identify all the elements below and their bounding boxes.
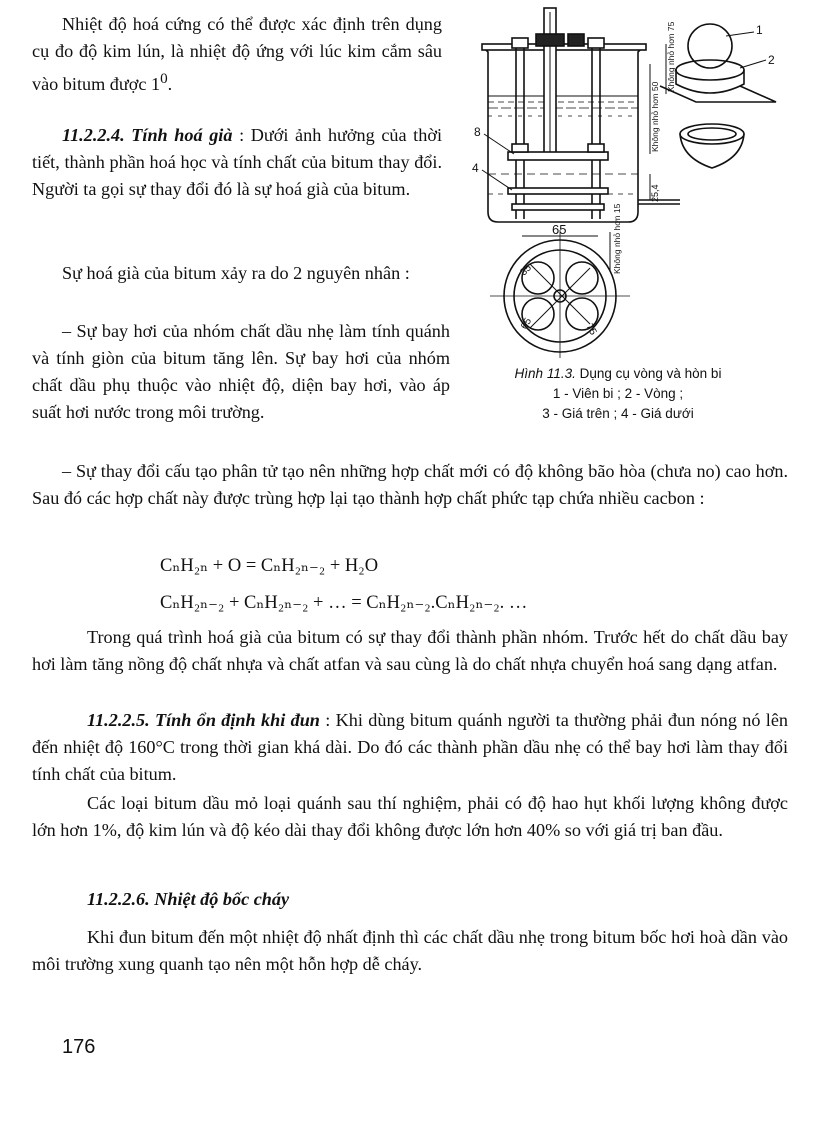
paragraph-hardening-temperature: Nhiệt độ hoá cứng có thể được xác định trên dụng cụ đo độ kim lún, là nhiệt độ ứng với lúc kim cắm sâu vào bitum được $1^0$. [32,14,442,95]
figure-dim-75: Không nhỏ hơn 75 [666,21,676,92]
paragraph-molecular-change: – Sự thay đổi cấu tạo phân tử tạo nên những hợp chất mới có độ không bão hòa (chưa no) cao hơn. Sau đó các hợp chất này được trùng hợp lại tạo thành hợp chất phức tạp chứa nhiều cacbon : [32,461,788,508]
figure-label-4: 4 [472,161,479,175]
heading-aging: 11.2.2.4. Tính hoá già [62,125,233,145]
paragraph-group-change: Trong quá trình hoá già của bitum có sự thay đổi thành phần nhóm. Trước hết do chất dầu bay hơi làm tăng nồng độ chất nhựa và chất atfan và sau cùng là do chất nhựa chuyển hoá sang dạng atfan. [32,627,788,674]
equation-2: CₙH₂ₙ₋₂ + CₙH₂ₙ₋₂ + … = CₙH₂ₙ₋₂.CₙH₂ₙ₋₂. … [160,593,528,613]
figure-caption-title: Hình 11.3. [514,366,576,381]
paragraph-heating-stability: 11.2.2.5. Tính ổn định khi đun : Khi dùng bitum quánh người ta thường phải đun nóng nó lên đến nhiệt độ 160°C trong thời gian khá dài. Do đó các thành phần dầu nhẹ có thể bay hơi làm thay đổi tính chất của bitum. [32,710,789,784]
heading-flash-point-wrap [32,886,788,913]
figure-dim-50: Không nhỏ hơn 50 [650,81,660,152]
paragraph-evaporation: – Sự bay hơi của nhóm chất dầu nhẹ làm tính quánh và tính giòn của bitum tăng lên. Sự bay hơi của nhóm chất dầu phụ thuộc vào nhiệt độ, diện bay hơi, vào áp suất hơi nước trong môi trường. [32,321,450,422]
figure-label-1: 1 [756,23,763,37]
paragraph-aging-causes: Sự hoá già của bitum xảy ra do 2 nguyên nhân : [62,263,410,283]
figure-dim-65: 65 [552,222,567,237]
figure-dim-75b: 75 [583,322,599,338]
paragraph-flash-point: Khi đun bitum đến một nhiệt độ nhất định thì các chất dầu nhẹ trong bitum bốc hơi hoà dần vào môi trường xung quanh tạo nên một hỗn hợp dễ cháy. [32,927,788,974]
figure-dim-25-4: 25,4 [650,184,660,202]
heading-flash-point: 11.2.2.6. Nhiệt độ bốc cháy [87,889,290,909]
figure-label-2: 2 [768,53,775,67]
page-number: 176 [62,1036,96,1058]
figure-dim-15: Không nhỏ hơn 15 [612,203,622,274]
equation-1: CₙH₂ₙ + O = CₙH₂ₙ₋₂ + H₂O [160,556,379,576]
figure-dim-65b: 65 [519,316,535,332]
figure-label-8: 8 [474,125,481,139]
figure-caption: Hình 11.3. Dụng cụ vòng và hòn bi 1 - Viên bi ; 2 - Vòng ; 3 - Giá trên ; 4 - Giá dưới [514,366,722,421]
heading-heating-stability: 11.2.2.5. Tính ổn định khi đun [87,710,320,730]
figure-dim-35: 35 [518,262,534,279]
paragraph-aging: 11.2.2.4. Tính hoá già : Dưới ảnh hưởng của thời tiết, thành phần hoá học và tính chất của bitum thay đổi. Người ta gọi sự thay đổi đó là sự hoá già của bitum. [32,125,442,199]
ring-and-ball-apparatus-figure [460,4,800,360]
paragraph-requirements: Các loại bitum dầu mỏ loại quánh sau thí nghiệm, phải có độ hao hụt khối lượng không được lớn hơn 1%, độ kim lún và độ kéo dài thay đổi không được lớn hơn 40% so với giá trị ban đầu. [32,793,788,840]
